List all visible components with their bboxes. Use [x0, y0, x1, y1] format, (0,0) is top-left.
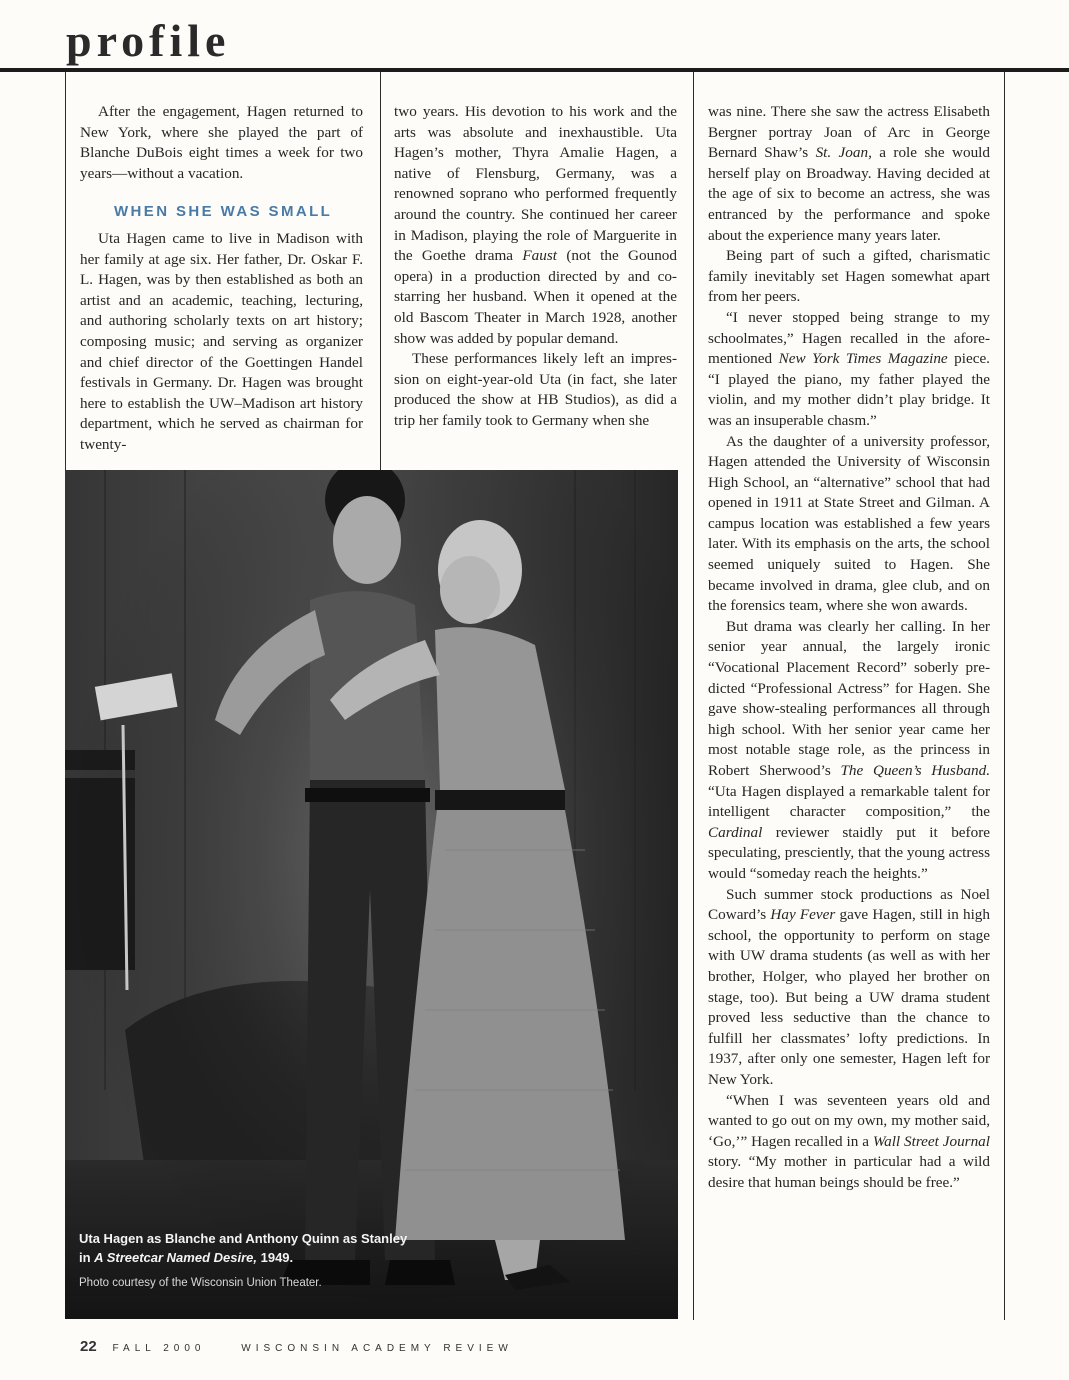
caption-work-title: A Streetcar Named Desire, [94, 1250, 257, 1265]
paragraph: was nine. There she saw the actress Elisabeth Bergner portray Joan of Arc in George Bernard Shaw’s St. Joan, a role she would herself play on Broadway. Having decided at the age of six to become an actress, she was entranced by the performance and spoke about the experience many years later. [708, 103, 990, 244]
issue-season: FALL 2000 [112, 1343, 206, 1354]
divider-col2-col3 [693, 72, 694, 1320]
text-column-1 [80, 102, 363, 456]
publication-title: Cardinal [708, 823, 763, 841]
paragraph: Being part of such a gifted, charismatic family inevitably set Hagen somewhat apart from her peers. [708, 247, 990, 306]
work-title: Hay Fever [770, 906, 836, 924]
paragraph: After the engagement, Hagen returned to New York, where she played the part of Blanche DuBois eight times a week for two years—without a vacation. [80, 103, 363, 182]
work-title: Faust [522, 247, 557, 265]
page-footer [80, 1338, 513, 1355]
paragraph: “When I was seventeen years old and wanted to go out on my own, my mother said, ‘Go,’” Hagen recalled in a Wall Street Journal story. “My mother in particular had a wild desire that human beings should be free.” [708, 1091, 990, 1191]
caption-text: Uta Hagen as Blanche and Anthony Quinn as Stanley in A Streetcar Named Desire, 1949. [79, 1231, 408, 1265]
work-title: The Queen’s Husband. [840, 762, 990, 779]
divider-left [65, 72, 66, 470]
paragraph: “I never stopped being strange to my schoolmates,” Hagen recalled in the aforementioned New York Times Magazine piece. “I played the piano, my father played the violin, and my mother didn’t play bridge. It was an insuperable chasm.” [708, 308, 990, 429]
divider-right [1004, 72, 1005, 1320]
text-column-3 [708, 102, 990, 1193]
section-header: profile [66, 15, 231, 66]
stage-photo [65, 470, 678, 1319]
photo-caption [79, 1229, 419, 1291]
stage-photo-illustration [65, 470, 678, 1319]
section-heading: WHEN SHE WAS SMALL [114, 203, 333, 221]
photo-credit: Photo courtesy of the Wisconsin Union Theater. [79, 1277, 322, 1289]
publication-title: New York Times Magazine [778, 350, 948, 368]
paragraph: These performances likely left an impression on eight-year-old Uta (in fact, she later produced the show at HB Studios), as did a trip her family took to Germany when she [394, 350, 677, 429]
page-number: 22 [80, 1338, 97, 1355]
divider-col1-col2 [380, 72, 381, 470]
paragraph: As the daughter of a university professor, Hagen attended the University of Wisconsin High School, an “alternative” school that had opened in 1911 at State Street and Gilman. A campus location was established a few years later. With its emphasis on the arts, the school seemed uniquely suited to Hagen. She became involved in drama, glee club, and on the forensics team, where she won awards. [708, 432, 990, 615]
work-title: St. Joan, [815, 144, 872, 162]
text-column-2 [394, 102, 677, 432]
paragraph: Uta Hagen came to live in Madison with her family at age six. Her father, Dr. Oskar F. L. Hagen, was by then established as both an artist and an academic, teaching, lecturing, and authoring scholarly texts on art history; composing music; and serving as organizer and chief director of the Goettingen Handel festivals in Germany. Dr. Hagen was brought here to establish the UW–Madison art history department, which he served as chairman for twenty- [80, 229, 363, 453]
paragraph: Such summer stock productions as Noel Coward’s Hay Fever gave Hagen, still in high school, the opportunity to perform on stage with UW drama students (as well as with her brother, Holger, who played her brother on stage, too). But being a UW drama student proved less seductive than the chance to fulfill her classmates’ lofty predictions. In 1937, after only one semester, Hagen left for New York. [708, 885, 990, 1088]
paragraph: two years. His devotion to his work and the arts was absolute and inexhaustible. Uta Hagen’s mother, Thyra Amalie Hagen, a native of Flensburg, Germany, was a renowned soprano who performed frequently around the country. She continued her career in Madison, playing the role of Marguerite in the Goethe drama Faust (not the Gounod opera) in a production directed by and co-starring her husband. When it opened at the old Bascom Theater in March 1928, another show was added by popular demand. [394, 103, 677, 347]
header-rule [0, 68, 1069, 72]
publication-title: Wall Street Journal [872, 1132, 990, 1150]
publication-name: WISCONSIN ACADEMY REVIEW [241, 1343, 513, 1354]
paragraph: But drama was clearly her calling. In her senior year annual, the largely ironic “Vocational Placement Record” soberly predicted “Professional Actress” for Hagen. She gave show-stealing performances all through high school. With her senior year came her most notable stage role, as the princess in Robert Sherwood’s The Queen’s Husband. “Uta Hagen displayed a remarkable talent for intelligent character composition,” the Cardinal reviewer staidly put it before speculating, presciently, that the young actress would “someday reach the heights.” [708, 617, 991, 882]
